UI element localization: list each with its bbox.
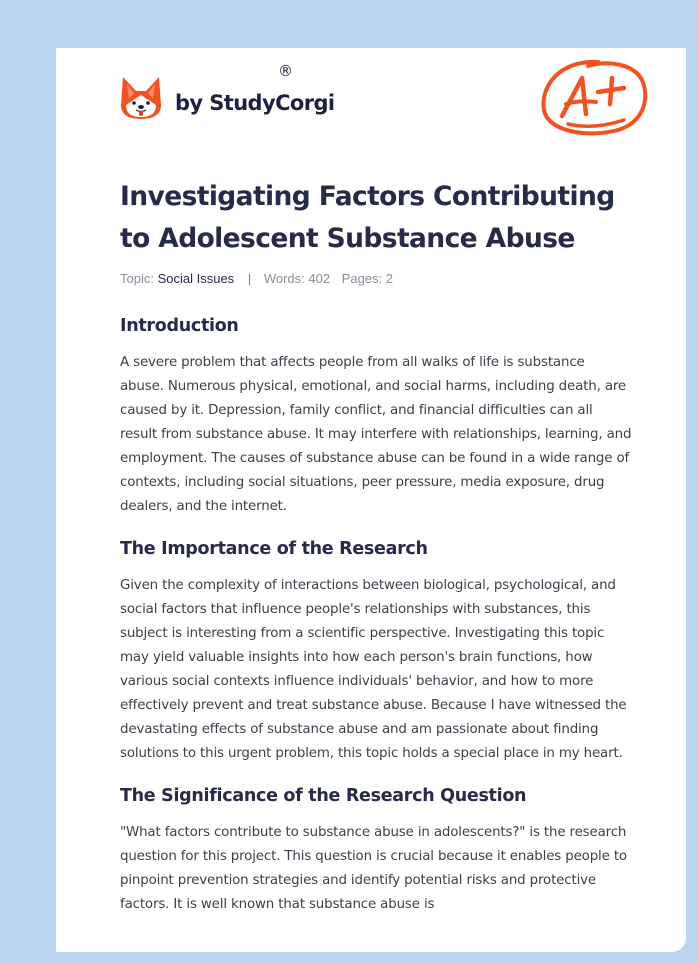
section-heading-significance: The Significance of the Research Question (120, 786, 527, 806)
article-meta (120, 270, 632, 288)
meta-separator: | (247, 271, 252, 286)
topic-link[interactable]: Social Issues (157, 271, 235, 286)
topic-label: Topic: (120, 271, 154, 286)
logo-text: by StudyCorgi (175, 91, 335, 115)
corgi-icon (120, 75, 162, 121)
article-title: Investigating Factors Contributing to Adolescent Substance Abuse (120, 181, 615, 254)
a-plus-grade-icon (538, 58, 650, 140)
section-heading-introduction: Introduction (120, 316, 239, 336)
studycorgi-logo[interactable] (120, 75, 335, 121)
section-body-significance: "What factors contribute to substance abuse in adolescents?" is the research question for this project. This question is crucial because it enables people to pinpoint prevention strategies and identify potential risks and protective factors. It is well known that substance abuse is (120, 825, 627, 912)
section-body-importance: Given the complexity of interactions between biological, psychological, and social factors that influence people's relationships with substances, this subject is interesting from a scientific perspective. Investigating this topic may yield valuable insights into how each person's brain functions, how various social contexts influence individuals' behavior, and how to more effectively prevent and treat substance abuse. Because I have witnessed the devastating effects of substance abuse and am passionate about finding solutions to this urgent problem, this topic holds a special place in my heart. (120, 578, 627, 761)
word-count: Words: 402 (263, 271, 331, 286)
page-count: Pages: 2 (341, 271, 394, 286)
section-heading-importance: The Importance of the Research (120, 539, 428, 559)
article (120, 176, 632, 917)
document-card (56, 48, 686, 952)
registered-mark: ® (278, 62, 293, 80)
section-body-introduction: A severe problem that affects people from all walks of life is substance abuse. Numerous physical, emotional, and social harms, including death, are caused by it. Depression, family conflict, and financial difficulties can all result from substance abuse. It may interfere with relationships, learning, and employment. The causes of substance abuse can be found in a wide range of contexts, including social situations, peer pressure, media exposure, drug dealers, and the internet. (120, 355, 632, 514)
